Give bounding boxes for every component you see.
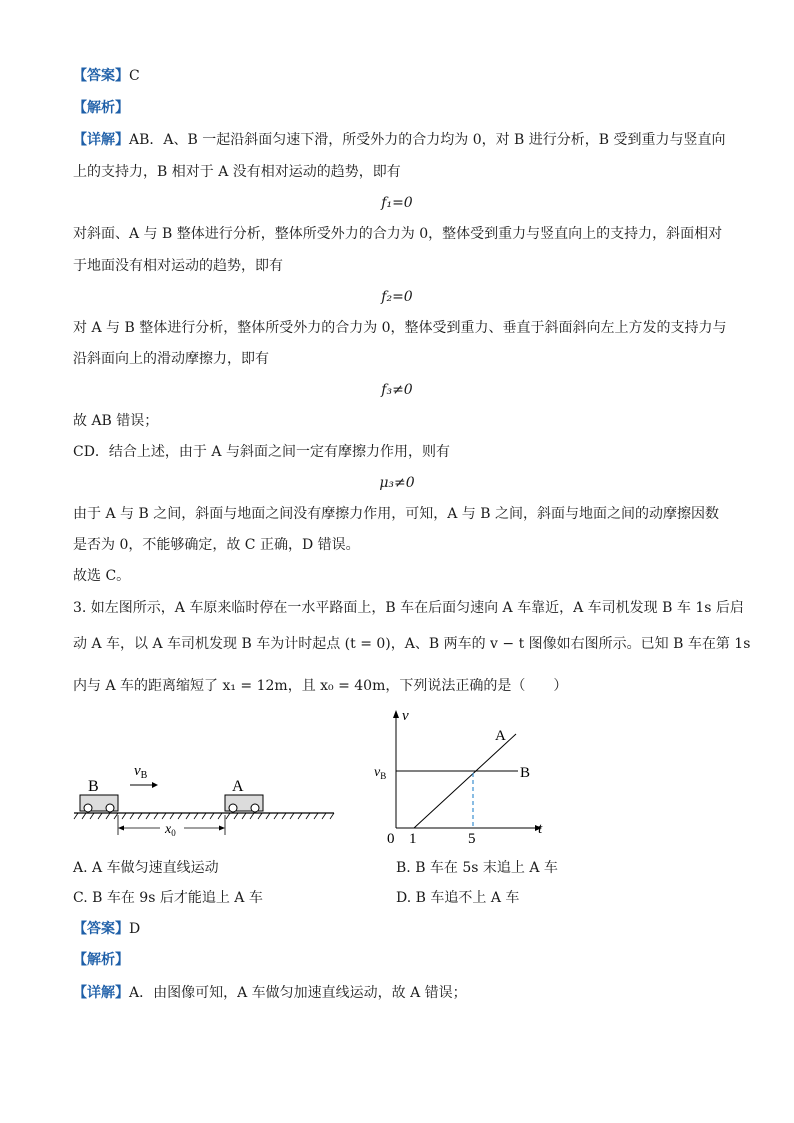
option-d: D. B 车追不上 A 车 xyxy=(396,890,520,906)
v-axis-label: v xyxy=(402,708,409,724)
tick-5-label: 5 xyxy=(468,831,476,847)
equation-f3: f₃≠0 xyxy=(381,382,413,398)
car-a-wheel xyxy=(251,804,259,812)
origin-label: 0 xyxy=(387,831,395,847)
tick-1-label: 1 xyxy=(409,831,417,847)
answer-tag: 【答案】 xyxy=(73,68,129,84)
line-b-label: B xyxy=(520,765,531,781)
analysis-heading-1 xyxy=(73,98,129,118)
car-a-label: A xyxy=(232,778,244,795)
paragraph-line: 于地面没有相对运动的趋势，即有 xyxy=(73,258,283,274)
car-b-wheel xyxy=(84,804,92,812)
paragraph-line: 是否为 0，不能够确定，故 C 正确，D 错误。 xyxy=(73,537,360,553)
paragraph-line: CD．结合上述，由于 A 与斜面之间一定有摩擦力作用，则有 xyxy=(73,444,450,460)
car-b-label: B xyxy=(88,778,99,795)
detail-tag: 【详解】 xyxy=(73,985,129,1001)
question-line: 3. 如左图所示，A 车原来临时停在一水平路面上，B 车在后面匀速向 A 车靠近，A 车司机发现 B 车 1s 后启 xyxy=(73,600,744,616)
x0-arrow-right xyxy=(219,826,225,831)
analysis-heading-2 xyxy=(73,950,129,970)
line-a xyxy=(414,734,516,828)
cars-diagram xyxy=(72,755,342,850)
vt-graph xyxy=(360,700,560,850)
answer-value: C xyxy=(129,68,140,84)
car-b-wheel xyxy=(106,804,114,812)
x0-arrow-left xyxy=(118,826,124,831)
answer-line-2 xyxy=(73,919,140,939)
option-b: B. B 车在 5s 末追上 A 车 xyxy=(396,860,558,876)
option-a: A. A 车做匀速直线运动 xyxy=(73,860,219,876)
ground-hatching xyxy=(74,813,334,819)
paragraph-line: 由于 A 与 B 之间，斜面与地面之间没有摩擦力作用，可知，A 与 B 之间，斜面与地面之间的动摩擦因数 xyxy=(73,506,719,522)
detail-line-2 xyxy=(73,983,467,1003)
x0-label: $x_0$ xyxy=(165,822,176,838)
analysis-tag: 【解析】 xyxy=(73,100,129,116)
car-a-wheel xyxy=(229,804,237,812)
line-a-label: A xyxy=(495,728,506,744)
paragraph-line: 对斜面、A 与 B 整体进行分析，整体所受外力的合力为 0，整体受到重力与竖直向上的支持力，斜面相对 xyxy=(73,226,723,242)
vb-label: $v_B$ xyxy=(134,763,148,781)
detail-line-1 xyxy=(73,130,726,150)
equation-mu3: μ₃≠0 xyxy=(379,475,415,491)
equation-f2: f₂=0 xyxy=(381,289,413,305)
answer-value: D xyxy=(129,921,141,937)
detail-text: AB．A、B 一起沿斜面匀速下滑，所受外力的合力均为 0，对 B 进行分析，B 受到重力与竖直向 xyxy=(129,132,726,148)
question-line: 内与 A 车的距离缩短了 x₁ = 12m，且 x₀ = 40m，下列说法正确的是（ ） xyxy=(73,678,568,694)
vb-axis-label: $v_B$ xyxy=(374,765,387,781)
paragraph-line: 故选 C。 xyxy=(73,568,131,584)
paragraph-line: 对 A 与 B 整体进行分析，整体所受外力的合力为 0，整体受到重力、垂直于斜面斜向左上方发的支持力与 xyxy=(73,320,727,336)
paragraph-line: 沿斜面向上的滑动摩擦力，即有 xyxy=(73,351,269,367)
answer-tag: 【答案】 xyxy=(73,921,129,937)
answer-line-1 xyxy=(73,66,140,86)
equation-f1: f₁=0 xyxy=(381,195,413,211)
question-line: 动 A 车，以 A 车司机发现 B 车为计时起点 (t = 0)，A、B 两车的 v − t 图像如右图所示。已知 B 车在第 1s xyxy=(73,636,751,652)
paragraph-line: 上的支持力，B 相对于 A 没有相对运动的趋势，即有 xyxy=(73,164,401,180)
detail-tag: 【详解】 xyxy=(73,132,129,148)
v-axis-arrow xyxy=(393,710,399,718)
t-axis-label: t xyxy=(538,821,543,837)
detail-text: A．由图像可知，A 车做匀加速直线运动，故 A 错误； xyxy=(129,985,467,1001)
option-c: C. B 车在 9s 后才能追上 A 车 xyxy=(73,890,263,906)
paragraph-line: 故 AB 错误； xyxy=(73,413,159,429)
vb-arrowhead xyxy=(152,782,158,788)
analysis-tag: 【解析】 xyxy=(73,952,129,968)
